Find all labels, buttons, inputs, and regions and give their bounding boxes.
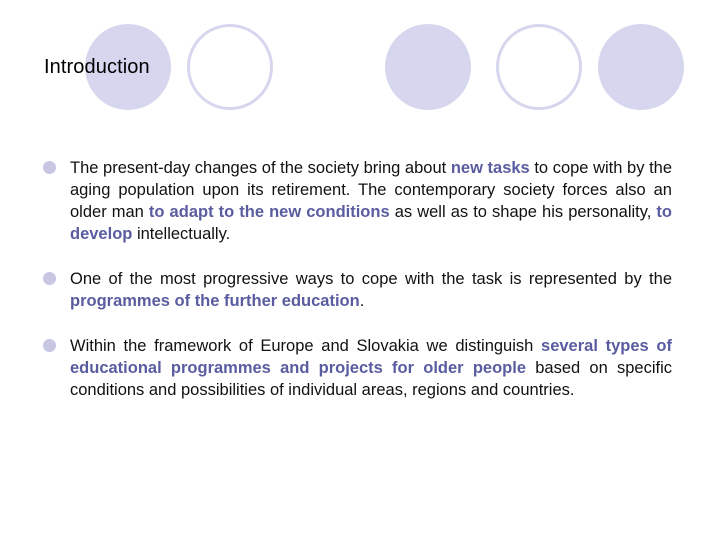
bullet-text: to cope with by the aging population upon its retirement. The contemporary society forces also an older man [70, 159, 673, 221]
emphasis-text: new tasks [450, 159, 530, 177]
bullet-text: based on specific conditions and possibilities of individual areas, regions and countries. [70, 359, 672, 399]
decorative-circle-outline [496, 24, 582, 110]
bullet-text: The present-day changes of the society bring about [70, 159, 451, 177]
decorative-circle-outline [187, 24, 273, 110]
bullet-text: as well as to shape his personality, [389, 203, 657, 221]
bullet-text: One of the most progressive ways to cope with the task is represented by the [70, 270, 672, 288]
emphasis-text: to adapt to the new conditions [148, 203, 390, 221]
emphasis-text: to develop [70, 203, 672, 243]
bullet-dot-icon [43, 272, 56, 285]
bullet-dot-icon [43, 339, 56, 352]
bullet-list [70, 157, 672, 401]
slide-title: Introduction [44, 56, 150, 78]
bullet-item [70, 335, 672, 401]
decorative-circle-filled [598, 24, 684, 110]
emphasis-text: several types of educational programmes and projects for older people [70, 337, 672, 377]
bullet-item [70, 268, 672, 312]
bullet-dot-icon [43, 161, 56, 174]
emphasis-text: programmes of the further education [70, 292, 360, 310]
bullet-text: intellectually. [132, 225, 231, 243]
decorative-circle-filled [385, 24, 471, 110]
bullet-text: . [359, 292, 365, 310]
bullet-item [70, 157, 672, 245]
bullet-text: Within the framework of Europe and Slovakia we distinguish [70, 337, 542, 355]
